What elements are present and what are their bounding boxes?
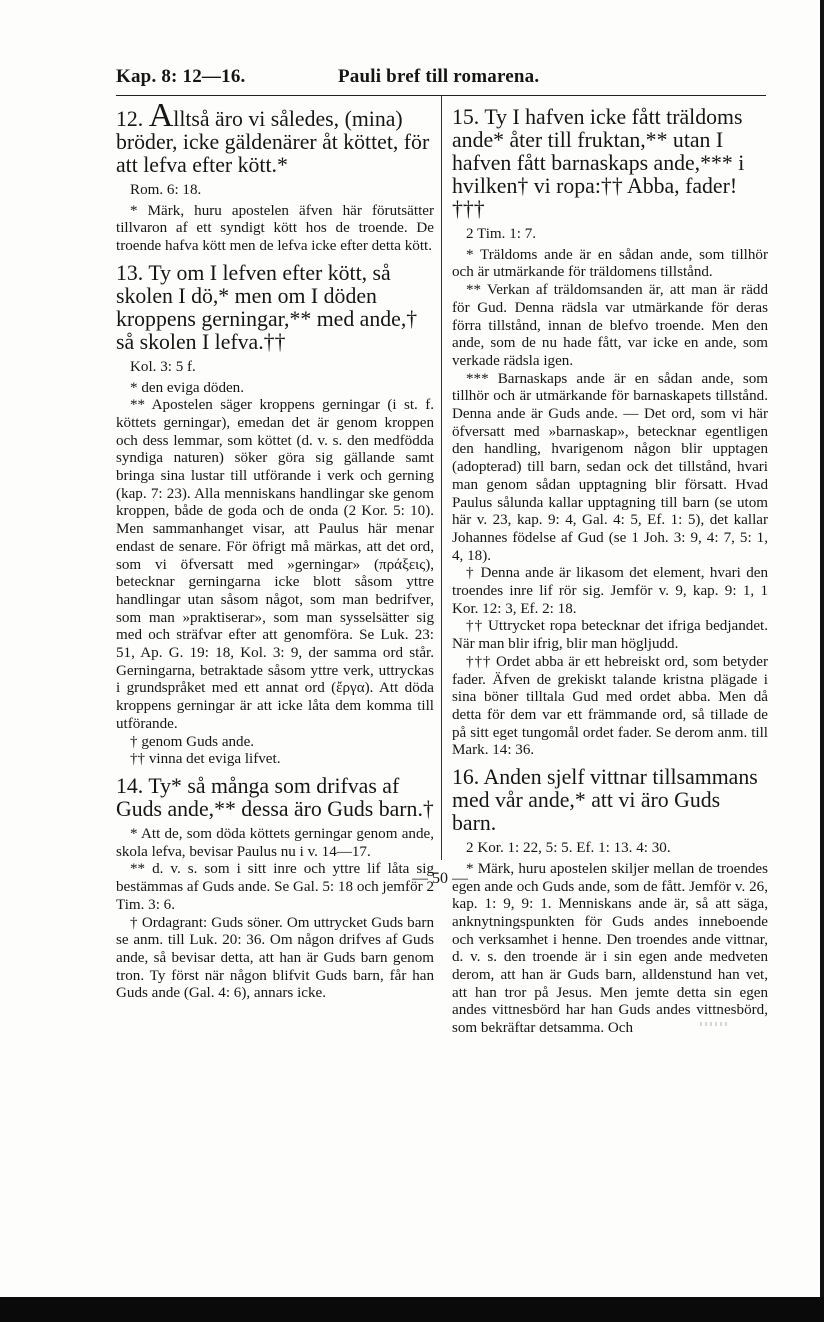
page-number: — 50 —: [412, 870, 468, 887]
footnote: * Att de, som döda köttets gerningar genom ande, skola lefva, bevisar Paulus nu i v. 14—17.: [116, 825, 434, 860]
drop-initial: A: [148, 97, 174, 134]
footnote: * Träldoms ande är en sådan ande, som tillhör och är utmärkande för träldomens tillstånd.: [452, 246, 768, 281]
scan-edge: [820, 0, 824, 1297]
verse-13: [116, 262, 434, 354]
right-column: [452, 100, 768, 1037]
footnote: * den eviga döden.: [130, 379, 245, 396]
verse-text: Ty* så många som drifvas af Guds ande,** dessa äro Guds barn.†: [116, 773, 434, 821]
footnote: ** d. v. s. som i sitt inre och yttre lif låta sig bestämmas af Guds ande. Se Gal. 5: 18 och jemför 2 Tim. 3: 6.: [116, 861, 434, 913]
chapter-reference: Kap. 8: 12—16.: [116, 66, 246, 87]
footnote: † Ordagrant: Guds söner. Om uttrycket Guds barn se anm. till Luk. 20: 36. Om någon drifves af Guds ande, så bevisar detta, att han är Guds barn genom tron. Ty först när någon blifvit Guds barn, får han Guds ande (Gal. 4: 6), annars icke.: [116, 914, 434, 1002]
footnote: *** Barnaskaps ande är en sådan ande, som tillhör och är utmärkande för barnaskapets tillstånd. Denna ande är Guds ande. — Det ord, som vi här öfversatt med »barnaskap», betecknar egentligen den handling, hvarigenom någon blir upptagen (adopterad) till barn, sedan ock det tillstånd, hvari man genom sådan upptagning blir försatt. Hvad Paulus sålunda kallar upptagning till barn (se utom här v. 23, kap. 9: 4, Gal. 4: 5, Ef. 1: 5), det kallar Johannes födelse af Gud (se 1 Joh. 3: 9, 4: 7, 5: 1, 4, 18).: [452, 370, 768, 564]
book-title: Pauli bref till romarena.: [338, 66, 540, 87]
cross-reference: Rom. 6: 18.: [130, 182, 202, 198]
verse-15: [452, 106, 768, 221]
column-divider: [441, 96, 442, 860]
footnote: ** Apostelen säger kroppens gerningar (i st. f. köttets gerningar), emedan det är genom kroppen och dess lemmar, som köttet (d. v. s. den medfödda syndiga naturen) söker göra sig gällande samt bringa sina lustar till utförande i verk och gerning (kap. 7: 23). Alla menniskans handlingar ske genom kroppen, både de goda och de onda (2 Kor. 5: 10). Men sammanhanget visar, att Paulus här menar endast de senare. För öfrigt må märkas, att det ord, som vi öfversatt med »gerningar» (πράξεις), betecknar gerningarna icke blott såsom yttre handlingar utan såsom något, som man bedrifver, som man »praktiserar», som man sysselsätter sig med och sträfvar efter att genomföra. Se Luk. 23: 51, Ap. G. 19: 18, Kol. 3: 9, der samma ord står. Gerningarna, betraktade såsom yttre verk, uttryckas i grundspråket med ett annat ord (ἔργα). Att döda kroppens gerningar är att icke låta dem komma till utförande.: [116, 397, 434, 732]
footnote: † Denna ande är likasom det element, hvari den troendes inre lif rör sig. Jemför v. 9, kap. 9: 1, 1 Kor. 12: 3, Ef. 2: 18.: [452, 565, 768, 617]
footnote: * Märk, huru apostelen äfven här förutsätter tillvaron af ett syndigt kött hos de troende. De troende hafva kött men de lefva icke efter detta kött.: [116, 202, 434, 255]
cross-reference: 2 Tim. 1: 7.: [466, 226, 537, 242]
verse-text: lltså äro vi således, (mina) bröder, icke gäldenärer åt köttet, för att lefva efter kött.*: [116, 107, 430, 177]
verse-14: [116, 775, 434, 821]
verse-number: 14.: [116, 773, 144, 798]
cross-reference: 2 Kor. 1: 22, 5: 5. Ef. 1: 13. 4: 30.: [466, 840, 671, 857]
verse-number: 16.: [452, 765, 480, 790]
scan-speckle: [700, 1022, 730, 1026]
left-column: [116, 97, 434, 1002]
verse-number: 12.: [116, 107, 144, 131]
verse-16: [452, 766, 768, 835]
scan-border: [0, 1297, 824, 1322]
footnote: † genom Guds ande.: [130, 733, 255, 750]
footnote: †† vinna det eviga lifvet.: [130, 751, 281, 768]
verse-text: Anden sjelf vittnar tillsammans med vår ande,* att vi äro Guds barn.: [452, 765, 758, 836]
footnote: ** Verkan af träldomsanden är, att man är rädd för Gud. Denna rädsla var utmärkande för deras förra tillstånd, innan de blefvo troende. Men den ande, som de nu hade fått, var icke en ande, som verkade rädsla igen.: [452, 282, 768, 369]
cross-reference: Kol. 3: 5 f.: [130, 358, 196, 375]
footnote: †† Uttrycket ropa betecknar det ifriga bedjandet. När man blir ifrig, blir man högljudd.: [452, 618, 768, 653]
verse-text: Ty om I lefven efter kött, så skolen I dö,* men om I döden kroppens gerningar,** med ande,† så skolen I lefva.††: [116, 260, 418, 354]
verse-number: 15.: [452, 105, 480, 129]
footnote: * Märk, huru apostelen skiljer mellan de troendes egen ande och Guds ande, som de fått. Jemför v. 26, kap. 1: 9, 9: 1. Menniskans ande är, så att säga, anknytningspunkten för Guds andes inneboende och verksamhet i henne. Den troendes ande vittnar, d. v. s. den troende är i sin egen ande medveten derom, att han är Guds barn, alldenstund han vet, att han tror på Jesus. Men jemte detta sin egen andes vittnesbörd har han Guds andes vittnesbörd, som bekräftar detsamma. Och: [452, 860, 768, 1037]
running-header: [116, 66, 776, 94]
verse-text: Ty I hafven icke fått träldoms ande* åter till fruktan,** utan I hafven fått barnaskaps ande,*** i hvilken† vi ropa:†† Abba, fader!†††: [452, 105, 745, 221]
verse-12: [116, 97, 434, 177]
verse-number: 13.: [116, 260, 144, 285]
footnote: ††† Ordet abba är ett hebreiskt ord, som betyder fader. Äfven de grekiskt talande kristna plägade i sina böner tilltala Gud med ordet abba. Men då detta för dem var ett främmande ord, så tillade de på sitt eget tungomål ordet fader. Se derom anm. till Mark. 14: 36.: [452, 653, 768, 759]
